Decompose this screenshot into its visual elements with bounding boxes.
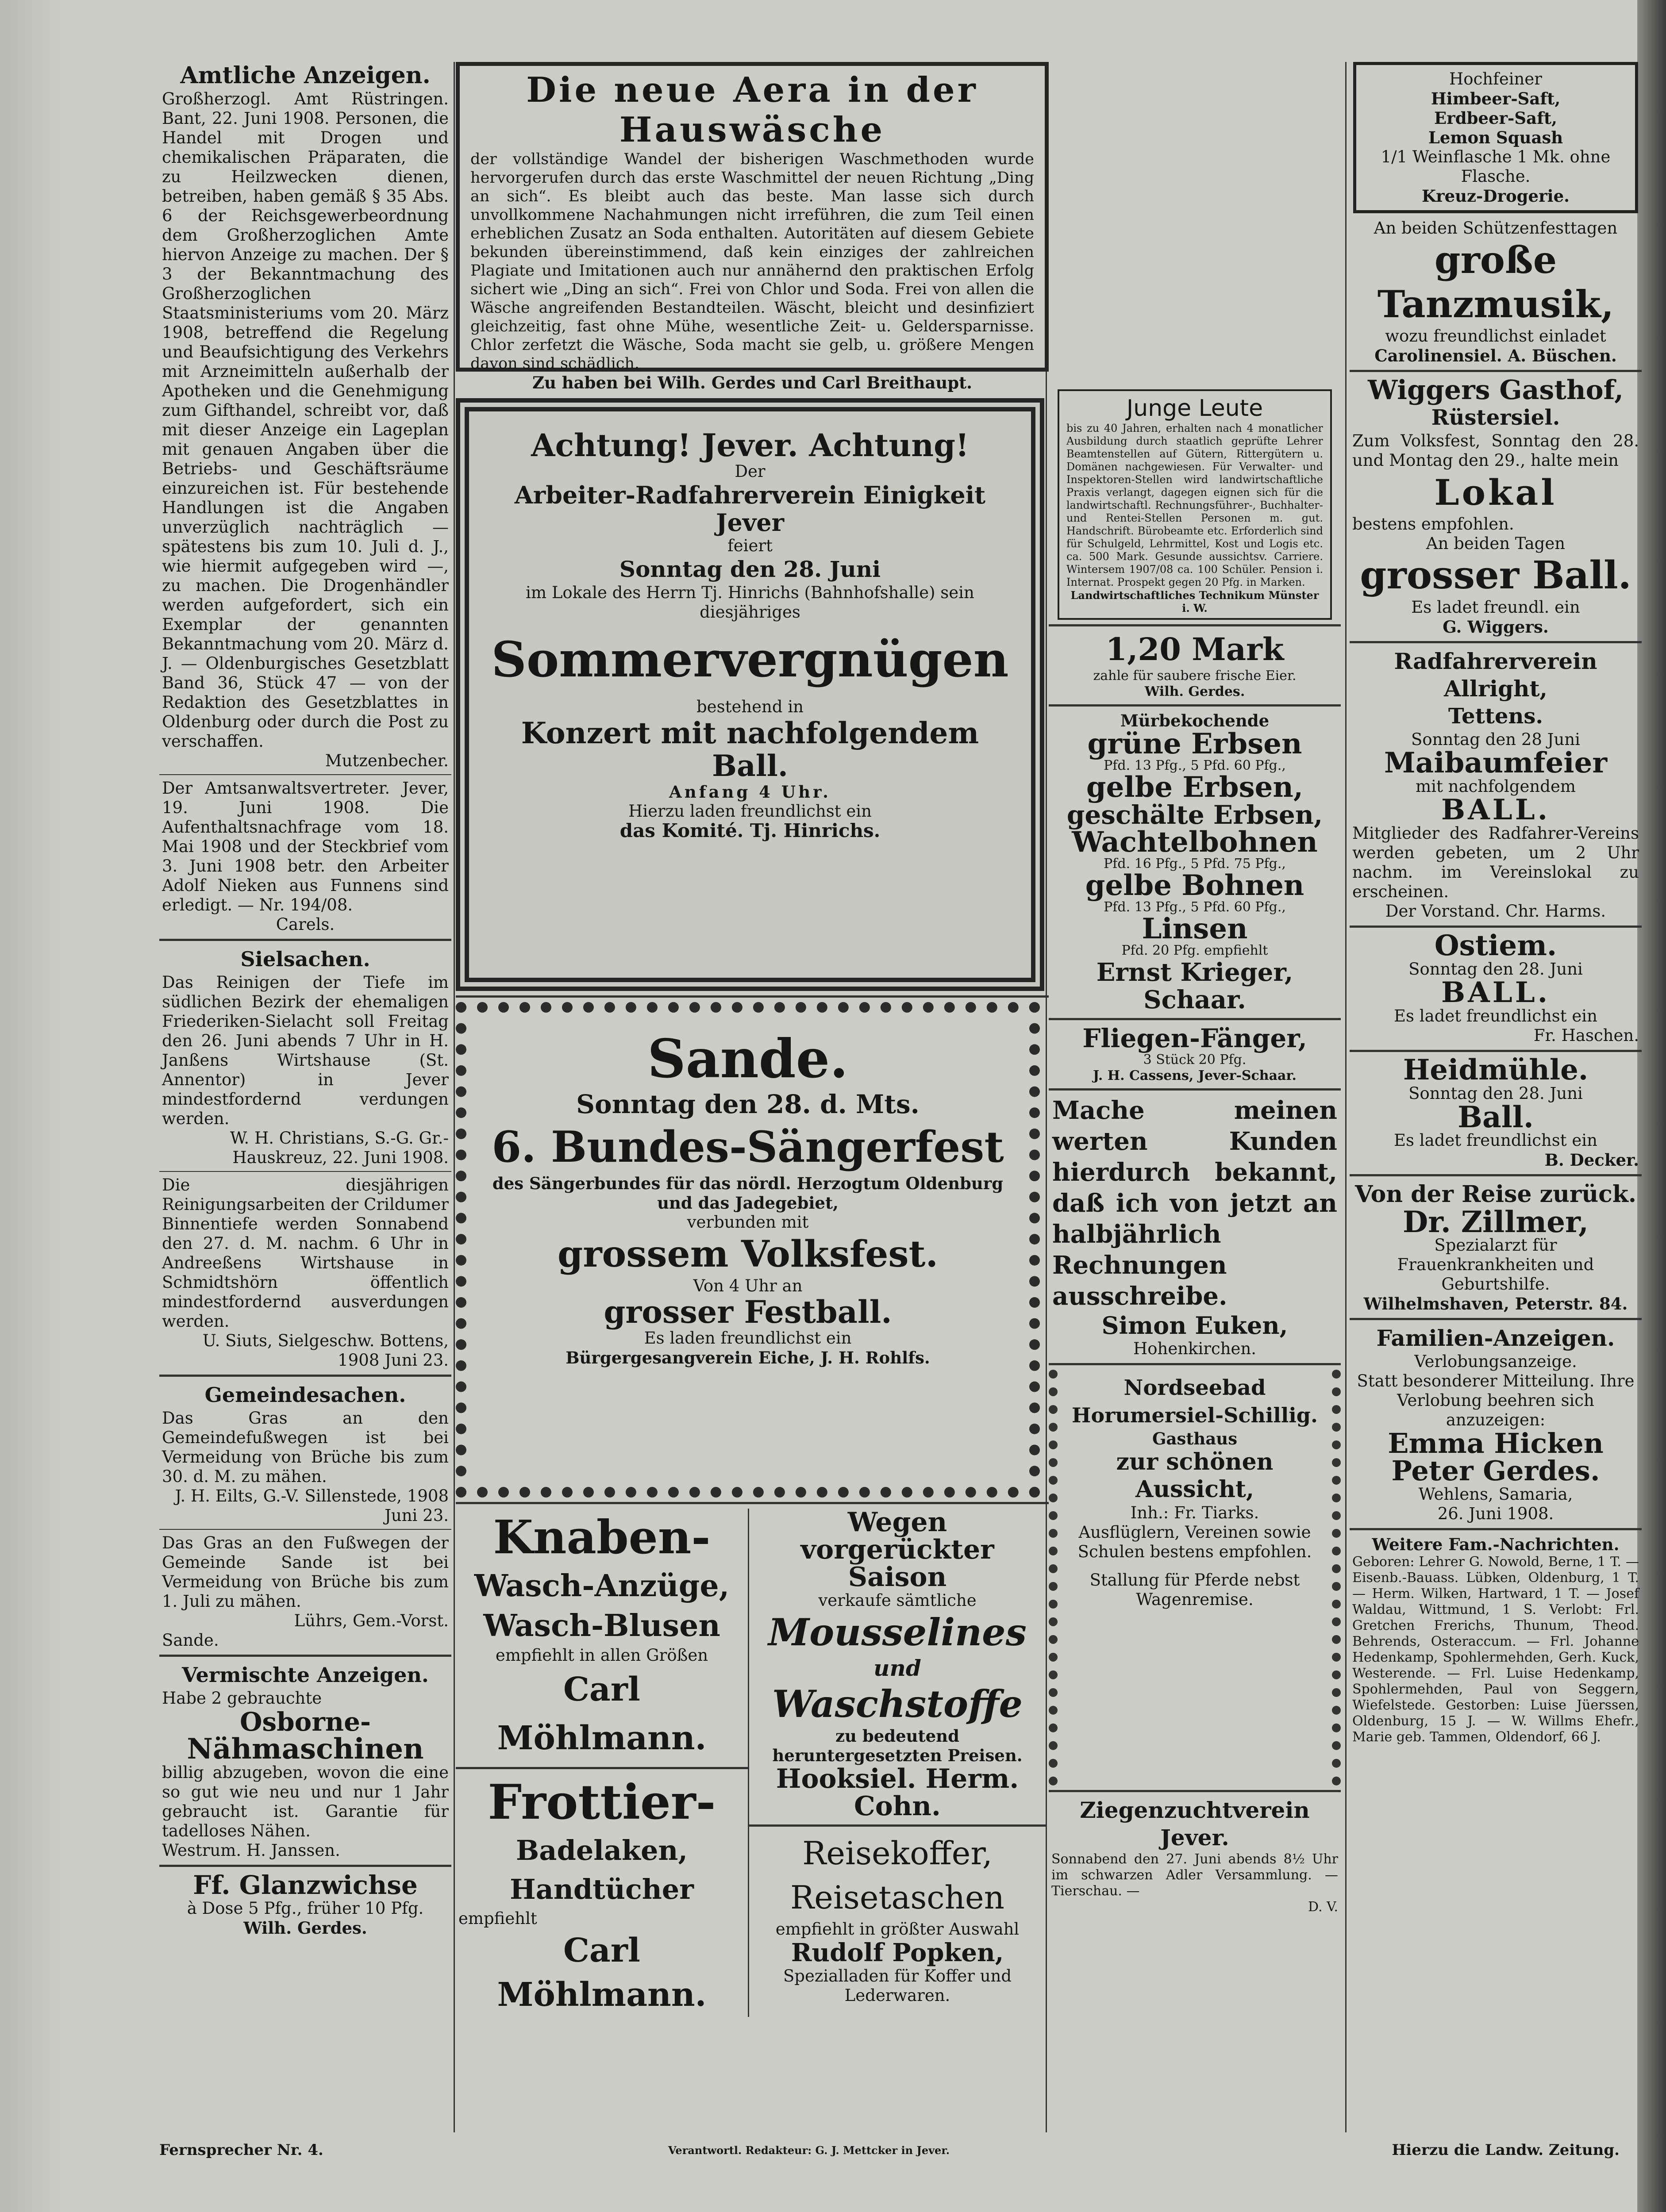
ad-date: Sonntag den 28. Juni [619, 556, 881, 582]
divider [1049, 1790, 1341, 1792]
divider [1350, 1318, 1642, 1320]
notice-signature: Mutzenbecher. [325, 751, 449, 770]
ad-name: Peter Gerdes. [1391, 1455, 1600, 1487]
ad-ziegen: Ziegenzuchtverein Jever. [1080, 1797, 1310, 1851]
ad-text: Zum Volksfest, Sonntag den 28. und Montag den 29., halte mein [1352, 431, 1639, 470]
ad-und: und [873, 1655, 921, 1681]
notice-siel-2: Die diesjährigen Reinigungsarbeiten der Crildumer Binnentiefe werden Sonnabend den 27. d. M. nachm. 6 Uhr in Andreeßens Wirtshause in Schmidtshörn öffentlich mindestfordernd ausverdungen werden. [162, 1175, 449, 1331]
ad-time: Von 4 Uhr an [693, 1276, 803, 1295]
ad-signature: G. Wiggers. [1443, 617, 1549, 637]
ad-reisekoffer: Reisekoffer, [802, 1835, 993, 1872]
ad-club: Arbeiter-Radfahrerverein Einigkeit Jever [514, 481, 986, 537]
ad-moehlmann: Carl Möhlmann. [497, 1671, 707, 1757]
divider [456, 1767, 748, 1769]
ad-text: Hochfeiner [1449, 69, 1542, 88]
ad-wasch-blusen: Wasch-Blusen [483, 1608, 720, 1644]
ad-text: Der [735, 462, 766, 481]
divider [1049, 704, 1341, 707]
section-title-weitere: Weitere Fam.-Nachrichten. [1372, 1535, 1620, 1554]
notice-gemeinde-2: Das Gras an den Fußwegen der Gemeinde Sande ist bei Vermeidung von Brüche bis zum 1. Juli zu mähen. [162, 1533, 449, 1611]
ad-reise: Von der Reise zurück. [1355, 1181, 1636, 1208]
notice-signature: U. Siuts, Sielgeschw. Bottens, 1908 Juni 23. [202, 1331, 449, 1370]
divider [159, 1171, 451, 1172]
ad-cohn: Hooksiel. Herm. Cohn. [776, 1763, 1019, 1822]
ad-erbsen-geschaelt: geschälte Erbsen, [1066, 800, 1323, 830]
notice-place: Sande. [162, 1631, 219, 1650]
ad-text: zu bedeutend heruntergesetzten Preisen. [772, 1726, 1023, 1765]
ad-festball: grosser Festball. [604, 1294, 892, 1330]
ad-maibaum: Maibaumfeier [1384, 746, 1608, 780]
ad-price: Pfd. 16 Pfg., 5 Pfd. 75 Pfg., [1104, 856, 1286, 872]
ad-badelaken: Badelaken, [516, 1834, 688, 1866]
ad-wasch-anzuege: Wasch-Anzüge, [474, 1568, 730, 1604]
ad-text: Stallung für Pferde nebst Wagenremise. [1089, 1571, 1300, 1609]
ad-moehlmann: Carl Möhlmann. [497, 1932, 707, 2014]
section-title-vermischte: Vermischte Anzeigen. [182, 1663, 429, 1687]
ad-text: An beiden Tagen [1426, 534, 1566, 553]
ad-text: des Sängerbundes für das nördl. Herzogtum Oldenburg und das Jadegebiet, [492, 1174, 1004, 1213]
ad-place: Hohenkirchen. [1133, 1339, 1257, 1358]
ad-owner: Inh.: Fr. Tiarks. [1130, 1503, 1259, 1522]
divider [1350, 1050, 1642, 1052]
ad-linsen: Linsen [1142, 912, 1248, 945]
ad-signature: Bürgergesangverein Eiche, J. H. Rohlfs. [566, 1348, 930, 1367]
page-shadow-left [0, 0, 66, 2212]
column-official-notices [159, 62, 451, 1938]
ad-product: Erdbeer-Saft, [1434, 108, 1557, 128]
ad-price: 1/1 Weinflasche 1 Mk. ohne Flasche. [1381, 147, 1611, 186]
ad-date: Sonntag den 28. Juni [1408, 960, 1583, 979]
column-rule [1345, 62, 1347, 2132]
divider [1049, 1363, 1341, 1365]
ad-text: bestehend in [696, 697, 804, 716]
ad-text: Ausflüglern, Vereinen sowie Schulen bestens empfohlen. [1077, 1523, 1312, 1561]
ad-sande-saengerfest [456, 1002, 1040, 1498]
ad-signature: Carolinensiel. A. Büschen. [1374, 346, 1617, 365]
ad-signature: Wilh. Gerdes. [1144, 684, 1245, 699]
notice-signature: Lührs, Gem.-Vorst. [294, 1611, 449, 1630]
notice-prosecutor: Der Amtsanwaltsvertreter. Jever, 19. Juni 1908. Die Aufenthaltsnachfrage vom 18. Mai 1908 und der Steckbrief vom 3. Juni 1908 betr. den Arbeiter Adolf Nieken aus Funnens sind erledigt. — Nr. 194/08. [162, 779, 449, 914]
ad-title: Junge Leute [1126, 395, 1263, 422]
ad-text: Es ladet freundlichst ein [1394, 1006, 1597, 1025]
divider [159, 1865, 451, 1867]
ad-osborne: Osborne- [239, 1707, 371, 1737]
family-news-text: Geboren: Lehrer G. Nowold, Berne, 1 T. — Eisenb.-Bauass. Lübken, Oldenburg, 1 T. — Herm. Wilken, Hartward, 1 T. — Josef Waldau, Wittmund, 1 S. Verlobt: Frl. Gretchen Frerichs, Thunum, Theod. Behrends, Osteraccum. — Frl. Johanne Hedenkamp, Spohlermehden, Gerh. Kuck, Westerende. — Frl. Luise Hedenkamp, Spohlermehden, Paul von Seggern, Wiefelstede. Gestorben: Luise Jüerssen, Oldenburg, 15 J. — W. Willms Ehefr., Marie geb. Tammen, Oldendorf, 66 J. [1352, 1554, 1639, 1745]
ad-date: Sonntag den 28. d. Mts. [576, 1089, 920, 1119]
ad-konzert: Konzert mit nachfolgendem Ball. [521, 716, 979, 783]
ad-waschstoffe: Waschstoffe [772, 1682, 1023, 1726]
ad-moehlmann-block [456, 1509, 749, 2017]
ad-date: Sonntag den 28 Juni [1411, 730, 1580, 749]
ad-reisetaschen: Reisetaschen [790, 1879, 1004, 1916]
divider [1350, 926, 1642, 928]
ad-ball: BALL. [1441, 793, 1551, 826]
ad-text: Sonnabend den 27. Juni abends 8½ Uhr im schwarzen Adler Versammlung. — Tierschau. — [1051, 1851, 1338, 1899]
ad-title: Horumersiel-Schillig. [1072, 1403, 1318, 1427]
ad-ball: Ball. [1458, 1100, 1534, 1134]
ad-signature: Der Vorstand. Chr. Harms. [1385, 902, 1606, 921]
ad-price: à Dose 5 Pfg., früher 10 Pfg. [187, 1899, 424, 1918]
ad-erbsen-gelb: gelbe Erbsen, [1086, 771, 1304, 804]
ad-event: 6. Bundes-Sängerfest [492, 1122, 1004, 1172]
ad-event: Sommervergnügen [491, 631, 1009, 688]
ad-headline: Achtung! Jever. Achtung! [531, 427, 969, 464]
ad-text: verbunden mit [687, 1213, 809, 1232]
ad-place: Rüstersiel. [1431, 405, 1560, 430]
footer-supplement: Hierzu die Landw. Zeitung. [1392, 2141, 1620, 2159]
ad-title: Nordseebad [1123, 1375, 1266, 1400]
ad-jever-sommervergnuegen [456, 398, 1044, 991]
ad-lokal: Lokal [1434, 472, 1557, 513]
section-title-gemeinde: Gemeindesachen. [204, 1383, 406, 1407]
ad-allright: Radfahrerverein Allright, [1394, 648, 1597, 702]
ad-price: Pfd. 13 Pfg., 5 Pfd. 60 Pfg., [1104, 758, 1286, 773]
ad-place: Tettens. [1448, 704, 1543, 729]
notice-siel-1: Das Reinigen der Tiefe im südlichen Bezirk der ehemaligen Friederiken-Sielacht soll Freitag den 26. Juni abends 7 Uhr in H. Janßens Wirtshause (St. Annentor) in Jever mindestfordernd verdungen werden. [162, 973, 449, 1128]
ad-tanzmusik: große Tanzmusik, [1377, 238, 1614, 326]
divider [1049, 1088, 1341, 1091]
ad-text: Gasthaus [1152, 1429, 1238, 1448]
ad-product: Lemon Squash [1428, 128, 1563, 147]
ad-cohn-popken-block [749, 1509, 1046, 2017]
ad-line: Habe 2 gebrauchte [162, 1689, 322, 1708]
column-right-ads [1350, 62, 1642, 1745]
ad-wachtelbohnen: Wachtelbohnen [1072, 826, 1318, 859]
ad-text: verkaufe sämtliche [818, 1591, 977, 1610]
ad-place: Wehlens, Samaria, [1418, 1485, 1573, 1504]
notice-drug-trade: Großherzogl. Amt Rüstringen. Bant, 22. Juni 1908. Personen, die Handel mit Drogen und chemikalischen Präparaten, die zu Heilzwecken dienen, betreiben, haben gemäß § 35 Abs. 6 der Reichsgewerbeordnung dem Großherzoglichen Amte hiervon Anzeige zu machen. Der § 3 der Bekanntmachung des Großherzoglichen Staatsministeriums vom 20. März 1908, betreffend die Regelung und Beaufsichtigung des Verkehrs mit Arzneimitteln außerhalb der Apotheken und die Genehmigung zum Gifthandel, schreibt vor, daß mit dieser Anzeige ein Lageplan mit genauen Angaben über die Betriebs- und Geschäftsräume einzureichen ist. Für bestehende Handlungen ist die Angaben unverzüglich nachträglich — spätestens bis zum 10. Juli d. J., wie hiermit aufgegeben wird —, zu machen. Die Drogenhändler werden aufgefordert, sich ein Exemplar der genannten Bekanntmachung vom 20. März d. J. — Oldenburgisches Gesetzblatt Band 36, Stück 47 — von der Redaktion des Gesetzblattes in Oldenburg oder durch die Post zu verschaffen. [162, 89, 449, 751]
ad-title: Die neue Aera in der Hauswäsche [526, 70, 978, 150]
ad-text: der vollständige Wandel der bisherigen Waschmethoden wurde hervorgerufen durch das erste Waschmittel der neuen Richtung „Ding an sich“. Es bleibt auch das beste. Man lasse sich durch unvollkommene Nachahmungen nicht irreführen, die zum Teil einen erheblichen Zusatz an Soda enthalten. Autoritäten auf diesem Gebiete bekunden übereinstimmend, daß kein einziges der zahlreichen Plagiate und Imitationen auch nur annähernd den praktischen Erfolg sichert wie „Ding an sich“. Frei von Chlor und Soda. Frei von allen die Wäsche angreifenden Bestandteilen. Wäscht, bleicht und desinfiziert gleichzeitig, fast ohne Mühe, wesentliche Zeit- u. Geldersparnisse. Chlor zerfetzt die Wäsche, Soda macht sie gelb, u. größere Mengen davon sind schädlich. [470, 150, 1034, 373]
ad-sellers: Zu haben bei Wilh. Gerdes und Carl Breithaupt. [532, 373, 973, 392]
notice-signature: W. H. Christians, S.-G. Gr.-Hauskreuz, 22. Juni 1908. [230, 1129, 449, 1167]
ad-product: Himbeer-Saft, [1431, 89, 1561, 108]
section-title-siel: Sielsachen. [240, 947, 370, 971]
ad-saison: Saison [848, 1562, 947, 1593]
ad-text: Statt besonderer Mitteilung. Ihre Verlobung beehren sich anzuzeigen: [1357, 1371, 1635, 1429]
notice-gemeinde-1: Das Gras an den Gemeindefußwegen ist bei Vermeidung von Brüche bis zum 30. d. M. zu mähen. [162, 1409, 449, 1486]
divider [749, 1824, 1046, 1827]
ad-fliegen: Fliegen-Fänger, [1082, 1023, 1307, 1053]
ad-volksfest: grossem Volksfest. [558, 1233, 938, 1275]
ad-signature: Landwirtschaftliches Technikum Münster i. W. [1070, 589, 1319, 614]
ad-text: Spezialarzt für Frauenkrankheiten und Geburtshilfe. [1397, 1236, 1594, 1294]
divider [1350, 1528, 1642, 1530]
divider [456, 995, 1049, 998]
ad-ball: BALL. [1441, 976, 1551, 1009]
page-footer [159, 2141, 1637, 2168]
divider [159, 1529, 451, 1530]
ad-saison: Wegen vorgerückter [800, 1507, 994, 1565]
divider [1350, 1174, 1642, 1176]
ad-text: empfiehlt [458, 1909, 537, 1928]
ad-signature: B. Decker. [1544, 1150, 1639, 1170]
ad-text: Mitglieder des Radfahrer-Vereins werden gebeten, um 2 Uhr nachm. im Vereinslokal zu erscheinen. [1352, 824, 1639, 901]
column-rule [454, 62, 455, 2132]
ad-venue: im Lokale des Herrn Tj. Hinrichs (Bahnhofshalle) sein diesjähriges [526, 583, 974, 622]
ad-text: feiert [727, 536, 773, 555]
notice-signature: J. H. Eilts, G.-V. Sillenstede, 1908 Juni 23. [175, 1486, 449, 1525]
column-mixed-ads [1049, 389, 1341, 1915]
ad-mousselines: Mousselines [768, 1610, 1027, 1654]
section-title-familien: Familien-Anzeigen. [1376, 1325, 1615, 1351]
ad-text: billig abzugeben, wovon die eine so gut wie neu und nur 1 Jahr gebraucht ist. Garantie für tadelloses Nähen. [162, 1763, 449, 1840]
section-title-amtliche: Amtliche Anzeigen. [180, 62, 431, 89]
ad-handtuecher: Handtücher [510, 1873, 694, 1905]
ad-signature: das Komité. Tj. Hinrichs. [619, 820, 881, 841]
ad-grosser-ball: grosser Ball. [1360, 553, 1631, 598]
ad-text: mit nachfolgendem [1416, 777, 1576, 796]
ad-signature: Wilh. Gerdes. [243, 1918, 367, 1938]
divider [159, 774, 451, 775]
ad-signature: J. H. Cassens, Jever-Schaar. [1093, 1068, 1297, 1083]
ad-text: empfiehlt in allen Größen [495, 1646, 708, 1665]
ad-mark: 1,20 Mark [1105, 631, 1284, 668]
ad-heidmuehle: Heidmühle. [1403, 1053, 1589, 1087]
ad-text: An beiden Schützenfesttagen [1374, 219, 1618, 238]
ad-signature: Westrum. H. Janssen. [162, 1841, 340, 1860]
divider [159, 1375, 451, 1377]
ad-title: Verlobungsanzeige. [1414, 1352, 1577, 1371]
ad-signature: D. V. [1308, 1899, 1338, 1915]
ad-signature: Kreuz-Drogerie. [1421, 186, 1570, 206]
ad-nordseebad [1049, 1370, 1341, 1786]
ad-price: Pfd. 20 Pfg. empfiehlt [1121, 943, 1268, 958]
divider [456, 1502, 1049, 1504]
divider [1350, 641, 1642, 643]
ad-price: 3 Stück 20 Pfg. [1143, 1052, 1247, 1068]
divider [159, 1655, 451, 1657]
ad-glanzwichse: Ff. Glanzwichse [193, 1870, 418, 1900]
ad-kreuz-drogerie [1353, 62, 1638, 213]
footer-phone: Fernsprecher Nr. 4. [159, 2141, 323, 2159]
ad-price: Pfd. 13 Pfg., 5 Pfd. 60 Pfg., [1104, 899, 1286, 915]
ad-signature: Fr. Haschen. [1533, 1026, 1639, 1045]
ad-date: 26. Juni 1908. [1437, 1504, 1554, 1523]
ad-krieger: Ernst Krieger, Schaar. [1096, 958, 1293, 1014]
divider [1049, 624, 1341, 626]
ad-invite: Hierzu laden freundlichst ein [628, 802, 872, 821]
ad-erbsen-gruen: grüne Erbsen [1087, 727, 1302, 760]
ad-text: Spezialladen für Koffer und Lederwaren. [783, 1966, 1012, 2005]
ad-zillmer: Dr. Zillmer, [1402, 1205, 1589, 1239]
divider [1350, 370, 1642, 372]
ad-text: zahle für saubere frische Eier. [1093, 668, 1297, 684]
ad-invite: Es laden freundlichst ein [644, 1329, 852, 1348]
ad-date: Sonntag den 28. Juni [1408, 1084, 1583, 1103]
ad-junge-leute [1058, 389, 1332, 620]
footer-editor: Verantwortl. Redakteur: G. J. Mettcker in Jever. [668, 2144, 950, 2157]
ad-ostiem: Ostiem. [1434, 929, 1557, 962]
ad-hauswaesche [456, 62, 1049, 392]
divider [1049, 1018, 1341, 1020]
notice-signature: Carels. [276, 915, 335, 934]
ad-text: Mürbekochende [1120, 711, 1270, 730]
ad-address: Wilhelmshaven, Peterstr. 84. [1363, 1294, 1628, 1313]
ad-frottier: Frottier- [488, 1774, 716, 1830]
column-large-ads [456, 62, 1049, 2017]
divider [159, 939, 451, 941]
ad-wiggers: Wiggers Gasthof, [1367, 375, 1624, 406]
ad-text: Es ladet freundlichst ein [1394, 1131, 1597, 1150]
ad-text: empfiehlt in größter Auswahl [775, 1920, 1020, 1939]
ad-bohnen: gelbe Bohnen [1085, 869, 1304, 902]
ad-place: Sande. [647, 1028, 848, 1090]
ad-name: Emma Hicken [1388, 1427, 1604, 1459]
ad-text: bis zu 40 Jahren, erhalten nach 4 monatlicher Ausbildung durch staatlich geprüfte Lehrer Beamtenstellen auf Gütern, Rittergütern u. Domänen nachgewiesen. Für Verwalter- und Inspektoren-Stellen wird landwirtschaftliche Praxis verlangt, dagegen eignen sich für die landwirtschaftl. Rechnungsführer-, Buchhalter- und Rentei-Stellen Personen m. gut. Handschrift. Bürobeamte etc. Erforderlich sind für Schulgeld, Lehrmittel, Kost und Logis etc. ca. 500 Mark. Gesunde aussichtsv. Carriere. Wintersem 1907/08 ca. 100 Schüler. Pension i. Internat. Prospekt gegen 20 Pfg. in Marken. [1066, 422, 1323, 588]
ad-popken: Rudolf Popken, [791, 1938, 1004, 1967]
ad-mache: Mache meinen werten Kunden hierdurch bekannt, daß ich von jetzt an halbjährlich Rechnungen ausschreibe. [1052, 1096, 1337, 1311]
ad-text: wozu freundlichst einladet [1385, 326, 1606, 346]
ad-start: Anfang 4 Uhr. [669, 782, 831, 802]
ad-euken: Simon Euken, [1101, 1311, 1288, 1340]
ad-aussicht: zur schönen Aussicht, [1116, 1448, 1274, 1503]
ad-knaben: Knaben- [493, 1510, 711, 1564]
ad-text: bestens empfohlen. [1352, 515, 1514, 534]
ad-text: Es ladet freundl. ein [1411, 598, 1580, 617]
ad-naehmaschinen: Nähmaschinen [187, 1732, 424, 1766]
